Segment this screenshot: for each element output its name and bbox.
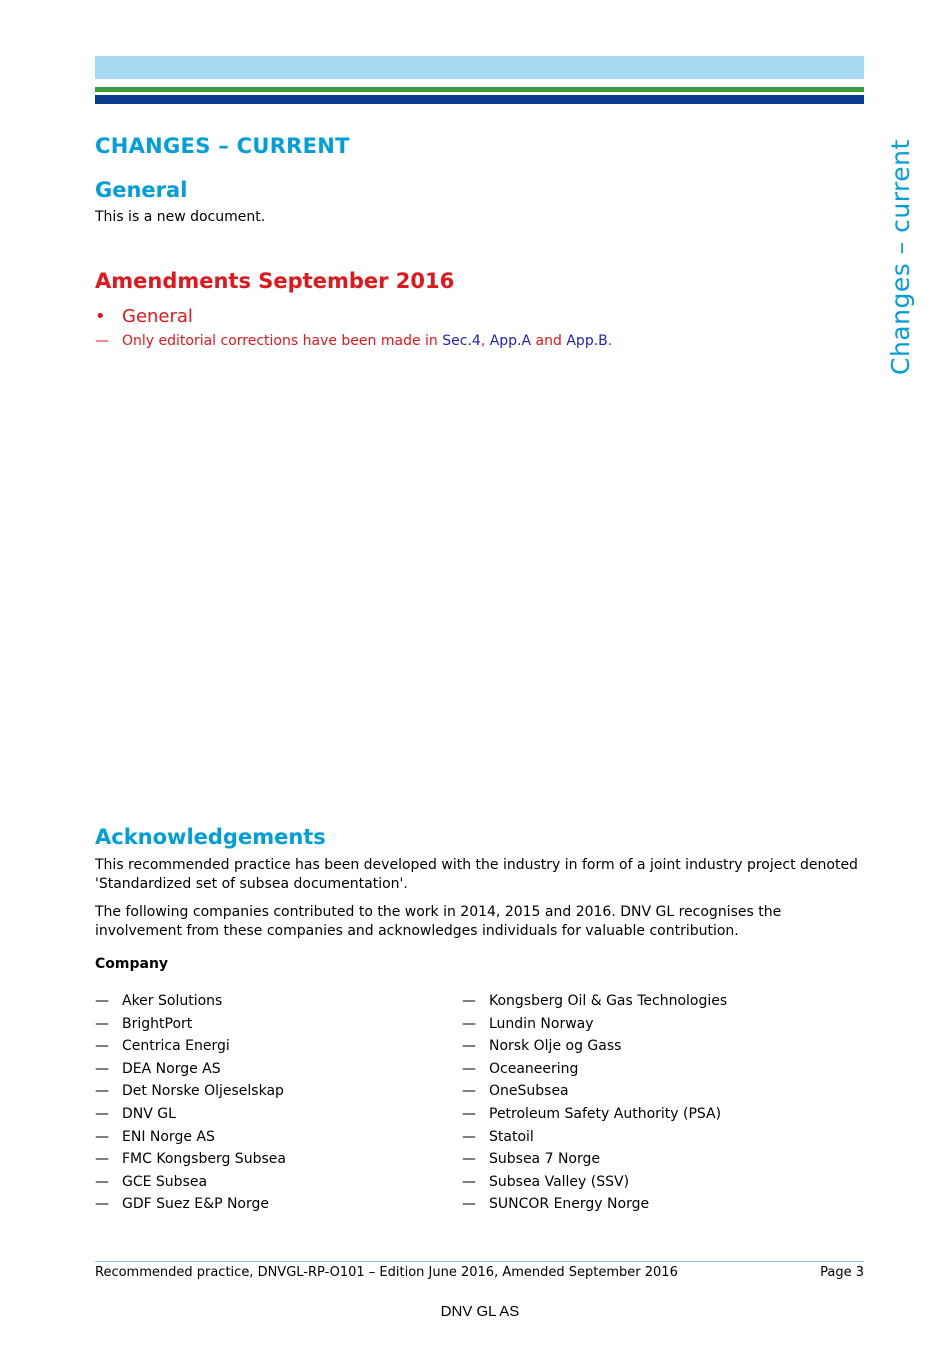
company-name: OneSubsea bbox=[489, 1083, 569, 1100]
list-item bbox=[462, 1059, 727, 1082]
list-item bbox=[95, 991, 286, 1014]
bullet-icon: • bbox=[95, 306, 106, 327]
amendment-bullet-label: General bbox=[122, 306, 193, 327]
link-appb[interactable]: App.B bbox=[566, 333, 608, 349]
company-name: BrightPort bbox=[122, 1015, 193, 1032]
list-item bbox=[95, 1014, 286, 1037]
list-item bbox=[462, 1014, 727, 1037]
company-name: Subsea 7 Norge bbox=[489, 1151, 600, 1168]
company-name: FMC Kongsberg Subsea bbox=[122, 1151, 286, 1168]
list-item bbox=[95, 1036, 286, 1059]
amendment-bullet bbox=[95, 306, 193, 327]
list-item bbox=[95, 1194, 286, 1217]
amendment-line bbox=[95, 333, 612, 349]
dash-icon: — bbox=[95, 1151, 109, 1168]
side-section-title: Changes – current bbox=[886, 139, 915, 375]
company-name: Oceaneering bbox=[489, 1060, 579, 1077]
dash-icon: — bbox=[95, 1060, 109, 1077]
header-band-green bbox=[95, 87, 864, 92]
general-text: This is a new document. bbox=[95, 209, 266, 225]
list-item bbox=[95, 1127, 286, 1150]
dash-icon: — bbox=[462, 1015, 476, 1032]
company-name: Petroleum Safety Authority (PSA) bbox=[489, 1105, 722, 1122]
amendments-heading: Amendments September 2016 bbox=[95, 269, 455, 293]
dash-icon: — bbox=[462, 1060, 476, 1077]
company-heading: Company bbox=[95, 956, 169, 972]
amendment-text: Only editorial corrections have been made in bbox=[122, 333, 443, 349]
dash-icon: — bbox=[462, 1083, 476, 1100]
dash-icon: — bbox=[462, 1196, 476, 1213]
company-list-left bbox=[95, 991, 286, 1217]
company-list-right bbox=[462, 991, 727, 1217]
dash-icon: — bbox=[462, 1173, 476, 1190]
dash-icon: — bbox=[95, 1083, 109, 1100]
list-item bbox=[95, 1059, 286, 1082]
company-name: ENI Norge AS bbox=[122, 1128, 215, 1145]
dash-icon: — bbox=[462, 1105, 476, 1122]
footer-divider bbox=[95, 1261, 864, 1262]
link-sec4[interactable]: Sec.4 bbox=[442, 333, 481, 349]
publisher-name: DNV GL AS bbox=[440, 1303, 520, 1320]
list-item bbox=[462, 1104, 727, 1127]
company-name: Aker Solutions bbox=[122, 993, 223, 1009]
dash-icon: — bbox=[462, 1038, 476, 1055]
dash-icon: — bbox=[95, 1196, 109, 1213]
list-item bbox=[462, 991, 727, 1014]
list-item bbox=[462, 1127, 727, 1150]
dash-icon: — bbox=[95, 1173, 109, 1190]
acknowledgements-para-1: This recommended practice has been developed with the industry in form of a joint industry project denoted 'Standardized set of subsea documentation'. bbox=[95, 857, 858, 892]
footer-document-title: Recommended practice, DNVGL-RP-O101 – Edition June 2016, Amended September 2016 bbox=[95, 1265, 678, 1280]
page-title: CHANGES – CURRENT bbox=[95, 134, 350, 158]
dash-icon: — bbox=[95, 1105, 109, 1122]
list-item bbox=[95, 1172, 286, 1195]
header-band-light bbox=[95, 56, 864, 79]
company-name: Subsea Valley (SSV) bbox=[489, 1173, 630, 1190]
company-name: DNV GL bbox=[122, 1105, 176, 1122]
company-name: DEA Norge AS bbox=[122, 1060, 221, 1077]
link-appa[interactable]: App.A bbox=[489, 333, 532, 349]
dash-icon: — bbox=[462, 993, 476, 1009]
company-name: SUNCOR Energy Norge bbox=[489, 1196, 650, 1213]
company-name: GDF Suez E&P Norge bbox=[122, 1196, 270, 1213]
acknowledgements-para-2: The following companies contributed to the work in 2014, 2015 and 2016. DNV GL recognises the involvement from these companies and acknowledges individuals for valuable contribution. bbox=[95, 904, 782, 939]
list-item bbox=[462, 1081, 727, 1104]
company-name: GCE Subsea bbox=[122, 1173, 208, 1190]
amendment-separator: , bbox=[480, 333, 490, 349]
list-item bbox=[95, 1149, 286, 1172]
list-item bbox=[462, 1036, 727, 1059]
amendment-period: . bbox=[607, 333, 613, 349]
list-item bbox=[95, 1104, 286, 1127]
list-item bbox=[462, 1172, 727, 1195]
dash-icon: — bbox=[462, 1128, 476, 1145]
dash-icon: — bbox=[95, 1015, 109, 1032]
dash-icon: — bbox=[95, 1128, 109, 1145]
acknowledgements-heading: Acknowledgements bbox=[95, 825, 326, 849]
company-name: Statoil bbox=[489, 1128, 534, 1145]
dash-icon: — bbox=[95, 1038, 109, 1055]
company-name: Norsk Olje og Gass bbox=[489, 1038, 622, 1055]
company-name: Centrica Energi bbox=[122, 1038, 230, 1055]
dash-icon: — bbox=[462, 1151, 476, 1168]
amendment-and: and bbox=[531, 333, 567, 349]
list-item bbox=[462, 1194, 727, 1217]
general-heading: General bbox=[95, 178, 188, 202]
dash-icon: — bbox=[95, 333, 109, 349]
list-item bbox=[462, 1149, 727, 1172]
list-item bbox=[95, 1081, 286, 1104]
page-number: Page 3 bbox=[820, 1265, 864, 1280]
company-name: Det Norske Oljeselskap bbox=[122, 1083, 284, 1100]
company-name: Lundin Norway bbox=[489, 1015, 594, 1032]
header-band-blue bbox=[95, 95, 864, 104]
dash-icon: — bbox=[95, 993, 109, 1009]
company-name: Kongsberg Oil & Gas Technologies bbox=[489, 993, 728, 1009]
